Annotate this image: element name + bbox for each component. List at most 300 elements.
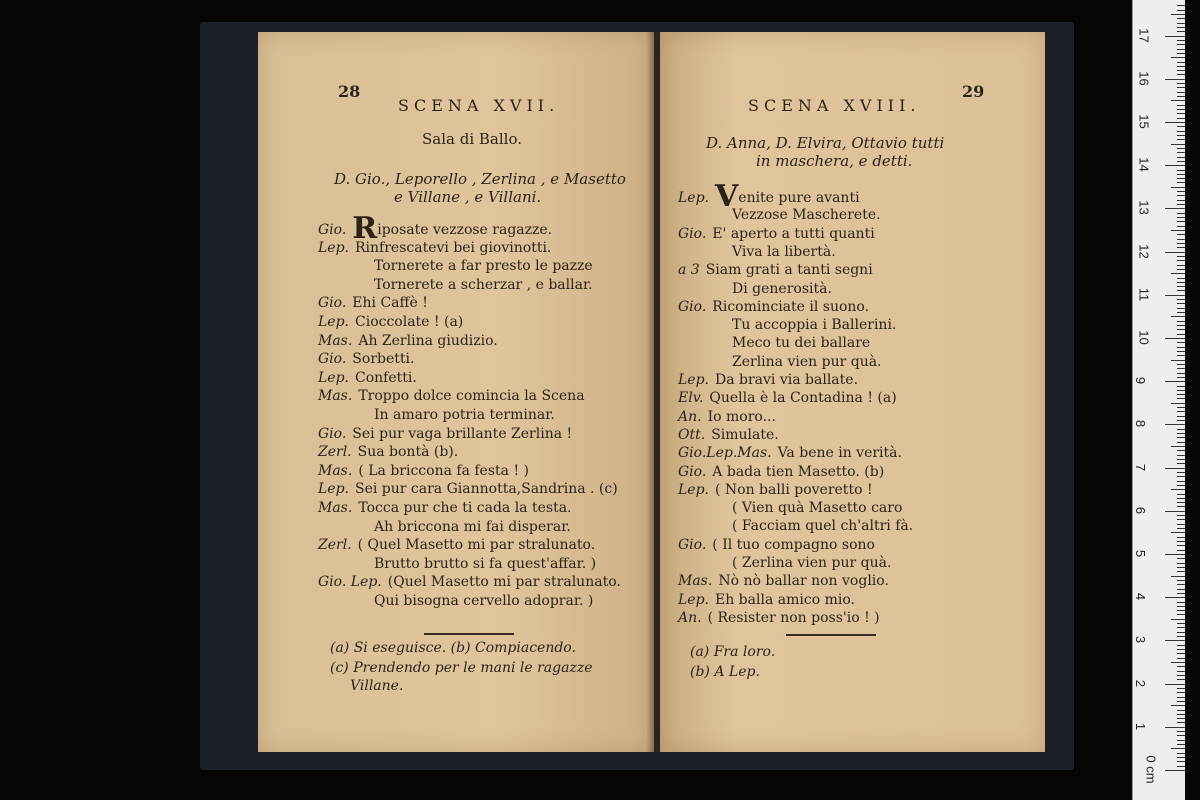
ruler-tick [1177,429,1185,430]
ruler-tick [1177,170,1185,171]
ruler-tick [1177,191,1185,192]
right-dialogue-line [732,517,913,535]
ruler-tick [1177,442,1185,443]
right-dialogue-line [678,298,869,316]
ruler-tick [1177,627,1185,628]
ruler-tick [1171,144,1185,145]
ruler-tick [1177,558,1185,559]
ruler-tick [1177,658,1185,659]
ruler-tick [1171,489,1185,490]
ruler-tick [1177,148,1185,149]
ruler-tick [1177,649,1185,650]
ruler-tick [1171,57,1185,58]
ruler-tick [1165,511,1185,512]
ruler-label: 0 cm [1143,755,1159,784]
ruler-tick [1177,27,1185,28]
dialogue-text: Va bene in verità. [777,445,902,462]
speaker-name: Ott. [678,426,706,443]
ruler-tick [1177,692,1185,693]
ruler-tick [1177,329,1185,330]
ruler-tick [1177,545,1185,546]
left-dialogue-line [318,211,553,246]
ruler-tick [1177,226,1185,227]
ruler-tick [1177,282,1185,283]
ruler-tick [1177,44,1185,45]
ruler-tick [1177,53,1185,54]
ruler-tick [1177,74,1185,75]
speaker-name: Gio. [318,425,347,442]
ruler-tick [1177,18,1185,19]
ruler-tick [1165,770,1185,771]
ruler-tick [1177,265,1185,266]
right-dialogue-line [732,499,902,517]
ruler-tick [1177,204,1185,205]
ruler-tick [1165,727,1185,728]
ruler-tick [1177,351,1185,352]
ruler-tick [1171,662,1185,663]
left-footnote-3: Villane. [350,678,404,694]
ruler-tick [1177,23,1185,24]
ruler-tick [1171,316,1185,317]
ruler-tick [1177,636,1185,637]
right-scene-title: SCENA XVIII. [748,96,921,115]
right-dialogue-line [678,463,884,481]
dialogue-text: (Quel Masetto mi par stralunato. [387,574,621,591]
dialogue-text: Vezzose Mascherete. [732,207,881,224]
left-page-number: 28 [338,82,361,101]
ruler-tick [1177,653,1185,654]
ruler-label: 8 [1133,420,1149,428]
ruler-tick [1177,135,1185,136]
right-dialogue-line [678,225,875,243]
ruler-tick [1177,247,1185,248]
left-dialogue-line [318,462,529,480]
ruler-tick [1177,437,1185,438]
ruler-tick [1177,312,1185,313]
ruler-tick [1177,398,1185,399]
ruler-tick [1171,360,1185,361]
dialogue-text: A bada tien Masetto. (b) [712,463,885,480]
dialogue-text: Ricominciate il suono. [712,298,870,315]
dialogue-text: Zerlina vien pur quà. [732,353,882,370]
speaker-name: a 3 [678,262,700,279]
ruler-tick [1177,40,1185,41]
ruler-label: 16 [1136,71,1152,86]
right-dialogue-line [732,316,896,334]
dialogue-text: Ehi Caffè ! [352,295,428,312]
ruler-tick [1177,697,1185,698]
ruler-tick [1177,161,1185,162]
ruler-tick [1177,459,1185,460]
left-dialogue-line [318,369,417,387]
ruler-tick [1177,347,1185,348]
ruler-tick [1177,131,1185,132]
speaker-name: Gio. Lep. [318,574,382,591]
ruler-tick [1177,675,1185,676]
ruler-tick [1177,485,1185,486]
dialogue-text: Confetti. [355,369,417,386]
speaker-name: Gio. [678,225,707,242]
dialogue-text: Sei pur cara Giannotta,Sandrina . (c) [355,481,618,498]
ruler-tick [1177,109,1185,110]
ruler-tick [1177,584,1185,585]
ruler-label: 2 [1133,679,1149,687]
ruler-tick [1177,303,1185,304]
ruler-tick [1177,718,1185,719]
ruler-tick [1165,684,1185,685]
ruler-tick [1177,126,1185,127]
ruler-tick [1177,593,1185,594]
dialogue-text: ( Vien quà Masetto caro [732,500,903,517]
ruler-tick [1177,537,1185,538]
ruler-tick [1165,424,1185,425]
speaker-name: Mas. [318,500,353,516]
speaker-name: Lep. [318,481,349,498]
dialogue-text: Siam grati a tanti segni [705,262,873,279]
dialogue-text: ( Quel Masetto mi par stralunato. [357,537,596,554]
ruler-label: 10 [1136,330,1152,345]
ruler-tick [1177,455,1185,456]
ruler-tick [1177,113,1185,114]
ruler-tick [1177,325,1185,326]
ruler-tick [1171,230,1185,231]
ruler-tick [1177,152,1185,153]
left-footnote-1: (a) Si eseguisce. (b) Compiacendo. [330,640,576,656]
ruler-tick [1165,597,1185,598]
ruler-tick [1171,100,1185,101]
ruler-tick [1165,554,1185,555]
speaker-name: Mas. [318,332,353,349]
ruler-tick [1177,602,1185,603]
right-dialogue-line [732,334,870,352]
ruler-label: 12 [1136,243,1152,259]
dialogue-text: ( Non balli poveretto ! [715,481,873,498]
ruler-tick [1177,221,1185,222]
ruler-tick [1177,290,1185,291]
ruler-tick [1177,567,1185,568]
dialogue-text: Sua bontà (b). [357,444,459,461]
ruler-tick [1177,118,1185,119]
ruler-tick [1177,92,1185,93]
ruler-tick [1177,433,1185,434]
ruler-tick [1177,506,1185,507]
dialogue-text: Meco tu dei ballare [732,335,871,352]
ruler-tick [1171,187,1185,188]
ruler-tick [1177,714,1185,715]
ruler-tick [1177,563,1185,564]
dialogue-text: Di generosità. [732,280,832,297]
ruler-label: 7 [1133,463,1149,471]
ruler-tick [1177,450,1185,451]
speaker-name: Lep. [678,190,709,206]
ruler-tick [1177,260,1185,261]
ruler-tick [1177,753,1185,754]
dialogue-text: Cioccolate ! (a) [355,314,464,330]
ruler-tick [1165,36,1185,37]
speaker-name: Gio. [678,298,707,315]
ruler-tick [1177,722,1185,723]
right-dialogue-line [732,243,836,261]
ruler-tick [1165,295,1185,296]
ruler-tick [1177,213,1185,214]
right-cast-line-2: in maschera, e detti. [756,152,913,170]
ruler-label: 4 [1133,593,1149,601]
ruler-tick [1171,273,1185,274]
speaker-name: Gio.Lep.Mas. [678,445,772,462]
ruler-tick [1177,476,1185,477]
left-setting: Sala di Ballo. [422,130,522,148]
speaker-name: Gio. [318,295,347,312]
right-dialogue-line [678,572,889,590]
ruler-tick [1177,286,1185,287]
ruler-tick [1177,182,1185,183]
ruler-tick [1177,49,1185,50]
ruler-tick [1177,528,1185,529]
ruler-tick [1177,70,1185,71]
ruler-tick [1177,606,1185,607]
right-dialogue-line [732,353,882,371]
ruler-tick [1177,580,1185,581]
ruler-tick [1171,619,1185,620]
ruler-tick [1177,761,1185,762]
ruler-tick [1177,299,1185,300]
ruler-tick [1177,386,1185,387]
ruler-tick [1177,105,1185,106]
ruler-tick [1165,381,1185,382]
ruler-tick [1177,390,1185,391]
ruler-tick [1177,498,1185,499]
right-dialogue-line [678,389,897,407]
ruler-tick [1177,623,1185,624]
right-cast-line-1: D. Anna, D. Elvira, Ottavio tutti [706,134,945,152]
ruler-tick [1177,394,1185,395]
ruler-tick [1177,269,1185,270]
left-dialogue-line [374,276,593,294]
left-dialogue-line [318,294,428,312]
right-dialogue-line [678,481,873,499]
left-dialogue-line [318,499,572,517]
dialogue-text: Tornerete a far presto le pazze [374,258,593,275]
dialogue-text: Viva la libertà. [732,243,836,260]
ruler-tick [1165,338,1185,339]
ruler-tick [1177,87,1185,88]
speaker-name: Mas. [318,388,353,405]
speaker-name: An. [678,609,702,626]
measuring-ruler [1132,0,1185,800]
left-dialogue-line [374,257,593,275]
ruler-tick [1177,321,1185,322]
ruler-label: 9 [1133,377,1149,385]
ruler-tick [1177,178,1185,179]
dialogue-text: Ah briccona mi fai disperar. [374,518,571,535]
ruler-tick [1177,411,1185,412]
ruler-tick [1177,10,1185,11]
ruler-tick [1177,200,1185,201]
ruler-tick [1177,62,1185,63]
ruler-tick [1165,79,1185,80]
ruler-label: 5 [1133,549,1149,558]
left-dialogue-line [318,573,621,591]
right-dialogue-line [678,426,779,444]
dialogue-text: Ah Zerlina giudizio. [358,332,498,349]
right-footnote-1: (a) Fra loro. [690,644,776,660]
left-dialogue-line [374,406,555,424]
ruler-tick [1177,589,1185,590]
dialogue-text: In amaro potria terminar. [374,407,555,423]
speaker-name: Gio. [318,351,347,368]
ruler-tick [1177,66,1185,67]
dialogue-text: ( Il tuo compagno sono [712,536,875,553]
ruler-tick [1177,481,1185,482]
left-dialogue-line [318,443,458,461]
ruler-tick [1177,550,1185,551]
speaker-name: Lep. [678,481,709,498]
ruler-tick [1177,174,1185,175]
right-dialogue-line [678,179,860,214]
ruler-tick [1177,334,1185,335]
right-footnote-rule [786,634,876,636]
ruler-tick [1177,688,1185,689]
speaker-name: Lep. [318,239,349,256]
left-dialogue-line [318,387,585,405]
ruler-tick [1177,735,1185,736]
dialogue-text: enite pure avanti [738,190,860,206]
speaker-name: Lep. [318,314,349,330]
dialogue-text: ( La briccona fa festa ! ) [358,462,529,479]
right-dialogue-line [732,280,832,298]
ruler-tick [1165,468,1185,469]
right-dialogue-line [678,609,880,627]
ruler-tick [1177,744,1185,745]
speaker-name: Lep. [318,369,349,386]
ruler-tick [1177,195,1185,196]
ruler-tick [1171,705,1185,706]
ruler-tick [1177,139,1185,140]
left-page [258,32,654,752]
ruler-tick [1177,766,1185,767]
ruler-tick [1171,403,1185,404]
ruler-tick [1177,571,1185,572]
right-dialogue-line [732,206,881,224]
ruler-tick [1177,373,1185,374]
speaker-name: Mas. [678,573,713,590]
ruler-tick [1177,710,1185,711]
ruler-tick [1165,640,1185,641]
right-footnote-2: (b) A Lep. [690,664,760,680]
ruler-tick [1177,614,1185,615]
speaker-name: Zerl. [318,444,352,461]
ruler-tick [1165,252,1185,253]
right-dialogue-line [732,554,891,572]
left-dialogue-line [318,536,595,554]
ruler-tick [1177,610,1185,611]
ruler-tick [1177,407,1185,408]
left-dialogue-line [318,425,572,443]
speaker-name: Gio. [318,222,347,238]
dialogue-text: ( Zerlina vien pur quà. [732,555,892,571]
ruler-label: 17 [1136,27,1152,43]
ruler-label: 14 [1136,157,1152,172]
ruler-label: 15 [1136,114,1152,129]
ruler-tick [1177,632,1185,633]
ruler-tick [1165,165,1185,166]
dialogue-text: Troppo dolce comincia la Scena [358,388,585,405]
right-dialogue-line [678,444,902,462]
ruler-tick [1177,416,1185,417]
left-footnote-rule [424,633,514,635]
right-dialogue-line [678,261,873,279]
ruler-label: 11 [1136,287,1152,302]
ruler-tick [1171,14,1185,15]
ruler-tick [1177,524,1185,525]
ruler-tick [1177,96,1185,97]
dialogue-text: Tocca pur che ti cada la testa. [358,500,572,516]
ruler-tick [1177,666,1185,667]
left-cast-line-2: e Villane , e Villani. [394,188,542,206]
ruler-label: 6 [1133,506,1149,514]
left-cast-line-1: D. Gio., Leporello , Zerlina , e Masetto [334,170,626,188]
ruler-tick [1177,256,1185,257]
ruler-tick [1177,364,1185,365]
ruler-tick [1177,645,1185,646]
left-dialogue-line [318,239,551,257]
right-dialogue-line [678,536,875,554]
ruler-tick [1177,472,1185,473]
ruler-tick [1177,463,1185,464]
left-dialogue-line [318,480,618,498]
ruler-tick [1177,701,1185,702]
dialogue-text: Rinfrescatevi bei giovinotti. [355,239,552,256]
left-scene-title: SCENA XVII. [398,96,560,115]
ruler-tick [1177,494,1185,495]
dialogue-text: Brutto brutto si fa quest'affar. ) [374,555,597,572]
ruler-tick [1171,748,1185,749]
ruler-label: 1 [1133,722,1149,730]
dialogue-text: Simulate. [711,426,779,443]
dialogue-text: E' aperto a tutti quanti [712,225,875,242]
ruler-tick [1177,342,1185,343]
speaker-name: Elv. [678,390,704,407]
dialogue-text: ( Resister non poss'io ! ) [707,609,880,626]
ruler-tick [1177,541,1185,542]
ruler-tick [1177,502,1185,503]
ruler-tick [1165,122,1185,123]
ruler-tick [1177,355,1185,356]
ruler-tick [1177,740,1185,741]
dialogue-text: Tornerete a scherzar , e ballar. [374,276,593,293]
right-page [660,32,1045,752]
ruler-label: 13 [1136,200,1152,216]
ruler-tick [1171,446,1185,447]
dialogue-text: Tu accoppia i Ballerini. [732,317,897,334]
ruler-tick [1171,532,1185,533]
dialogue-text: Eh balla amico mio. [715,591,855,608]
ruler-tick [1177,243,1185,244]
ruler-tick [1177,83,1185,84]
speaker-name: Mas. [318,462,353,479]
ruler-tick [1177,420,1185,421]
dialogue-text: Sei pur vaga brillante Zerlina ! [352,425,573,442]
ruler-tick [1177,31,1185,32]
left-dialogue-line [318,313,463,331]
speaker-name: Zerl. [318,537,352,554]
speaker-name: Lep. [678,591,709,608]
ruler-tick [1177,234,1185,235]
ruler-tick [1177,515,1185,516]
left-dialogue-line [374,555,596,573]
ruler-tick [1177,157,1185,158]
dialogue-text: Qui bisogna cervello adoprar. ) [374,593,594,609]
